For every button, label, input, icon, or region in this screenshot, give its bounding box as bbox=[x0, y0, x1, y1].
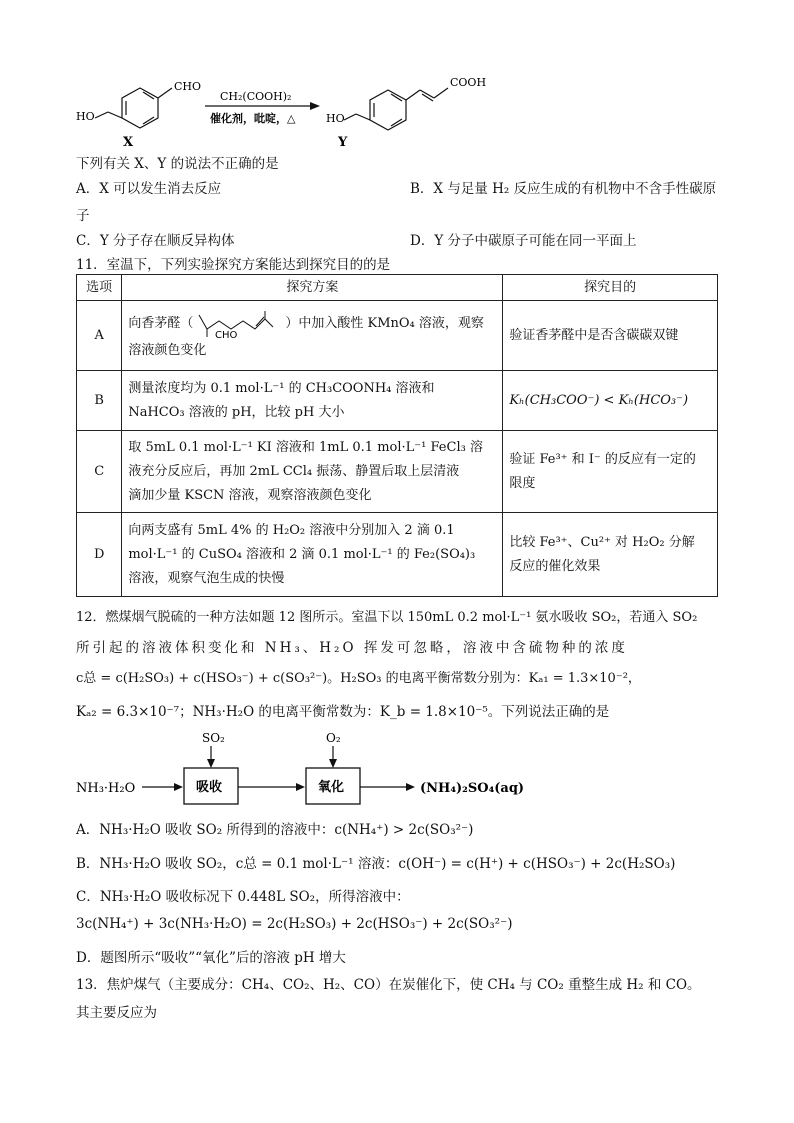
q12-flow-diagram bbox=[70, 728, 530, 808]
q12-line1: 12．燃煤烟气脱硫的一种方法如题 12 图所示。室温下以 150mL 0.2 mol·L⁻¹ 氨水吸收 SO₂，若通入 SO₂ bbox=[76, 610, 698, 625]
q10-option-c: C．Y 分子存在顺反异构体 bbox=[76, 233, 235, 249]
compound-x-label: X bbox=[123, 135, 134, 150]
q11-table bbox=[76, 274, 718, 597]
q10-option-d: D．Y 分子中碳原子可能在同一平面上 bbox=[410, 233, 637, 249]
citronellal-cho: CHO bbox=[215, 329, 238, 339]
header-goal: 探究目的 bbox=[503, 275, 718, 301]
flow-box1-label: 吸收 bbox=[196, 780, 223, 795]
table-row bbox=[77, 513, 718, 597]
row-c-plan-line1: 取 5mL 0.1 mol·L⁻¹ KI 溶液和 1mL 0.1 mol·L⁻¹ FeCl₃ 溶 bbox=[128, 439, 483, 455]
table-header-row bbox=[77, 275, 718, 301]
row-c-plan-line2: 液充分反应后，再加 2mL CCl₄ 振荡、静置后取上层清液 bbox=[128, 463, 460, 479]
q12-line2: 所引起的溶液体积变化和 NH₃、H₂O 挥发可忽略，溶液中含硫物种的浓度 bbox=[76, 640, 628, 656]
q12-line3: c总 = c(H₂SO₃) + c(HSO₃⁻) + c(SO₃²⁻)。H₂SO₃ 的电离平衡常数分别为：Kₐ₁ = 1.3×10⁻²， bbox=[76, 671, 641, 686]
row-a-option: A bbox=[77, 301, 122, 371]
flow-box1-input: SO₂ bbox=[202, 731, 225, 745]
row-d-option: D bbox=[77, 513, 122, 597]
row-d-plan-line2: mol·L⁻¹ 的 CuSO₄ 溶液和 2 滴 0.1 mol·L⁻¹ 的 Fe₂(SO₄)₃ bbox=[128, 546, 476, 562]
row-d-plan-line3: 溶液，观察气泡生成的快慢 bbox=[128, 570, 285, 586]
y-ho-label: HO bbox=[326, 112, 345, 125]
q12-option-d: D．题图所示“吸收”“氧化”后的溶液 pH 增大 bbox=[76, 950, 346, 966]
row-a-plan-pre: 向香茅醛（ bbox=[128, 315, 194, 331]
q13-line1: 13．焦炉煤气（主要成分：CH₄、CO₂、H₂、CO）在炭催化下，使 CH₄ 与 CO₂ 重整生成 H₂ 和 CO。 bbox=[76, 977, 701, 993]
y-cooh-label: COOH bbox=[450, 76, 487, 89]
q10-option-b-cont: 子 bbox=[76, 208, 90, 224]
reaction-diagram bbox=[70, 72, 510, 152]
table-row bbox=[77, 431, 718, 513]
row-d-plan bbox=[122, 513, 503, 597]
row-b-goal: Kₕ(CH₃COO⁻) < Kₕ(HCO₃⁻) bbox=[503, 371, 718, 431]
row-a-plan-post: ）中加入酸性 KMnO₄ 溶液，观察 bbox=[285, 315, 484, 331]
table-row bbox=[77, 301, 718, 371]
flow-input: NH₃·H₂O bbox=[76, 781, 136, 796]
row-d-plan-line1: 向两支盛有 5mL 4% 的 H₂O₂ 溶液中分别加入 2 滴 0.1 bbox=[128, 522, 455, 538]
row-c-option: C bbox=[77, 431, 122, 513]
row-d-goal-line2: 反应的催化效果 bbox=[509, 558, 601, 574]
table-row bbox=[77, 371, 718, 431]
q12-option-b: B．NH₃·H₂O 吸收 SO₂，c总 = 0.1 mol·L⁻¹ 溶液：c(OH⁻) = c(H⁺) + c(HSO₃⁻) + 2c(H₂SO₃) bbox=[76, 856, 676, 872]
row-c-goal-line1: 验证 Fe³⁺ 和 I⁻ 的反应有一定的 bbox=[509, 451, 696, 467]
header-option: 选项 bbox=[77, 275, 122, 301]
reaction-arrow-head bbox=[310, 102, 320, 110]
flow-box2-label: 氧化 bbox=[318, 780, 345, 795]
row-b-plan-line1: 测量浓度均为 0.1 mol·L⁻¹ 的 CH₃COONH₄ 溶液和 bbox=[128, 380, 435, 396]
reaction-scheme bbox=[70, 72, 510, 152]
row-b-plan-line2: NaHCO₃ 溶液的 pH，比较 pH 大小 bbox=[128, 404, 345, 420]
flow-box2-input: O₂ bbox=[326, 731, 341, 745]
row-c-goal bbox=[503, 431, 718, 513]
flow-diagram-svg bbox=[70, 728, 530, 808]
row-a-plan-line2: 溶液颜色变化 bbox=[128, 342, 207, 358]
x-cho-label: CHO bbox=[174, 80, 202, 93]
reagent-bottom: 催化剂，吡啶，△ bbox=[210, 112, 296, 125]
q12-option-c: C．NH₃·H₂O 吸收标况下 0.448L SO₂，所得溶液中： bbox=[76, 889, 410, 905]
flow-output: (NH₄)₂SO₄(aq) bbox=[420, 781, 525, 796]
q13-line2: 其主要反应为 bbox=[76, 1005, 157, 1021]
x-ho-label: HO bbox=[76, 110, 95, 123]
q12-option-a: A．NH₃·H₂O 吸收 SO₂ 所得到的溶液中：c(NH₄⁺) > 2c(SO₃²⁻) bbox=[76, 822, 474, 838]
q12-line4: Kₐ₂ = 6.3×10⁻⁷；NH₃·H₂O 的电离平衡常数为：K_b = 1.8×10⁻⁵。下列说法正确的是 bbox=[76, 704, 610, 720]
row-c-plan-line3: 滴加少量 KSCN 溶液，观察溶液颜色变化 bbox=[128, 487, 372, 503]
compound-x-structure bbox=[95, 88, 172, 128]
row-c-goal-line2: 限度 bbox=[509, 475, 536, 491]
q12-option-c-eq: 3c(NH₄⁺) + 3c(NH₃·H₂O) = 2c(H₂SO₃) + 2c(HSO₃⁻) + 2c(SO₃²⁻) bbox=[76, 916, 513, 932]
header-plan: 探究方案 bbox=[122, 275, 503, 301]
row-a-goal: 验证香茅醛中是否含碳碳双键 bbox=[503, 301, 718, 371]
q10-option-b: B．X 与足量 H₂ 反应生成的有机物中不含手性碳原 bbox=[410, 181, 717, 197]
reagent-top: CH₂(COOH)₂ bbox=[220, 90, 292, 103]
q10-stem: 下列有关 X、Y 的说法不正确的是 bbox=[76, 156, 279, 172]
compound-y-structure bbox=[344, 88, 448, 130]
row-c-plan bbox=[122, 431, 503, 513]
row-b-option: B bbox=[77, 371, 122, 431]
row-d-goal-line1: 比较 Fe³⁺、Cu²⁺ 对 H₂O₂ 分解 bbox=[509, 534, 695, 550]
row-b-plan bbox=[122, 371, 503, 431]
citronellal-structure bbox=[193, 309, 285, 339]
compound-y-label: Y bbox=[338, 135, 348, 150]
row-d-goal bbox=[503, 513, 718, 597]
q10-option-a: A．X 可以发生消去反应 bbox=[76, 181, 222, 197]
q11-stem: 11．室温下，下列实验探究方案能达到探究目的的是 bbox=[76, 257, 391, 273]
row-a-plan bbox=[122, 301, 503, 371]
